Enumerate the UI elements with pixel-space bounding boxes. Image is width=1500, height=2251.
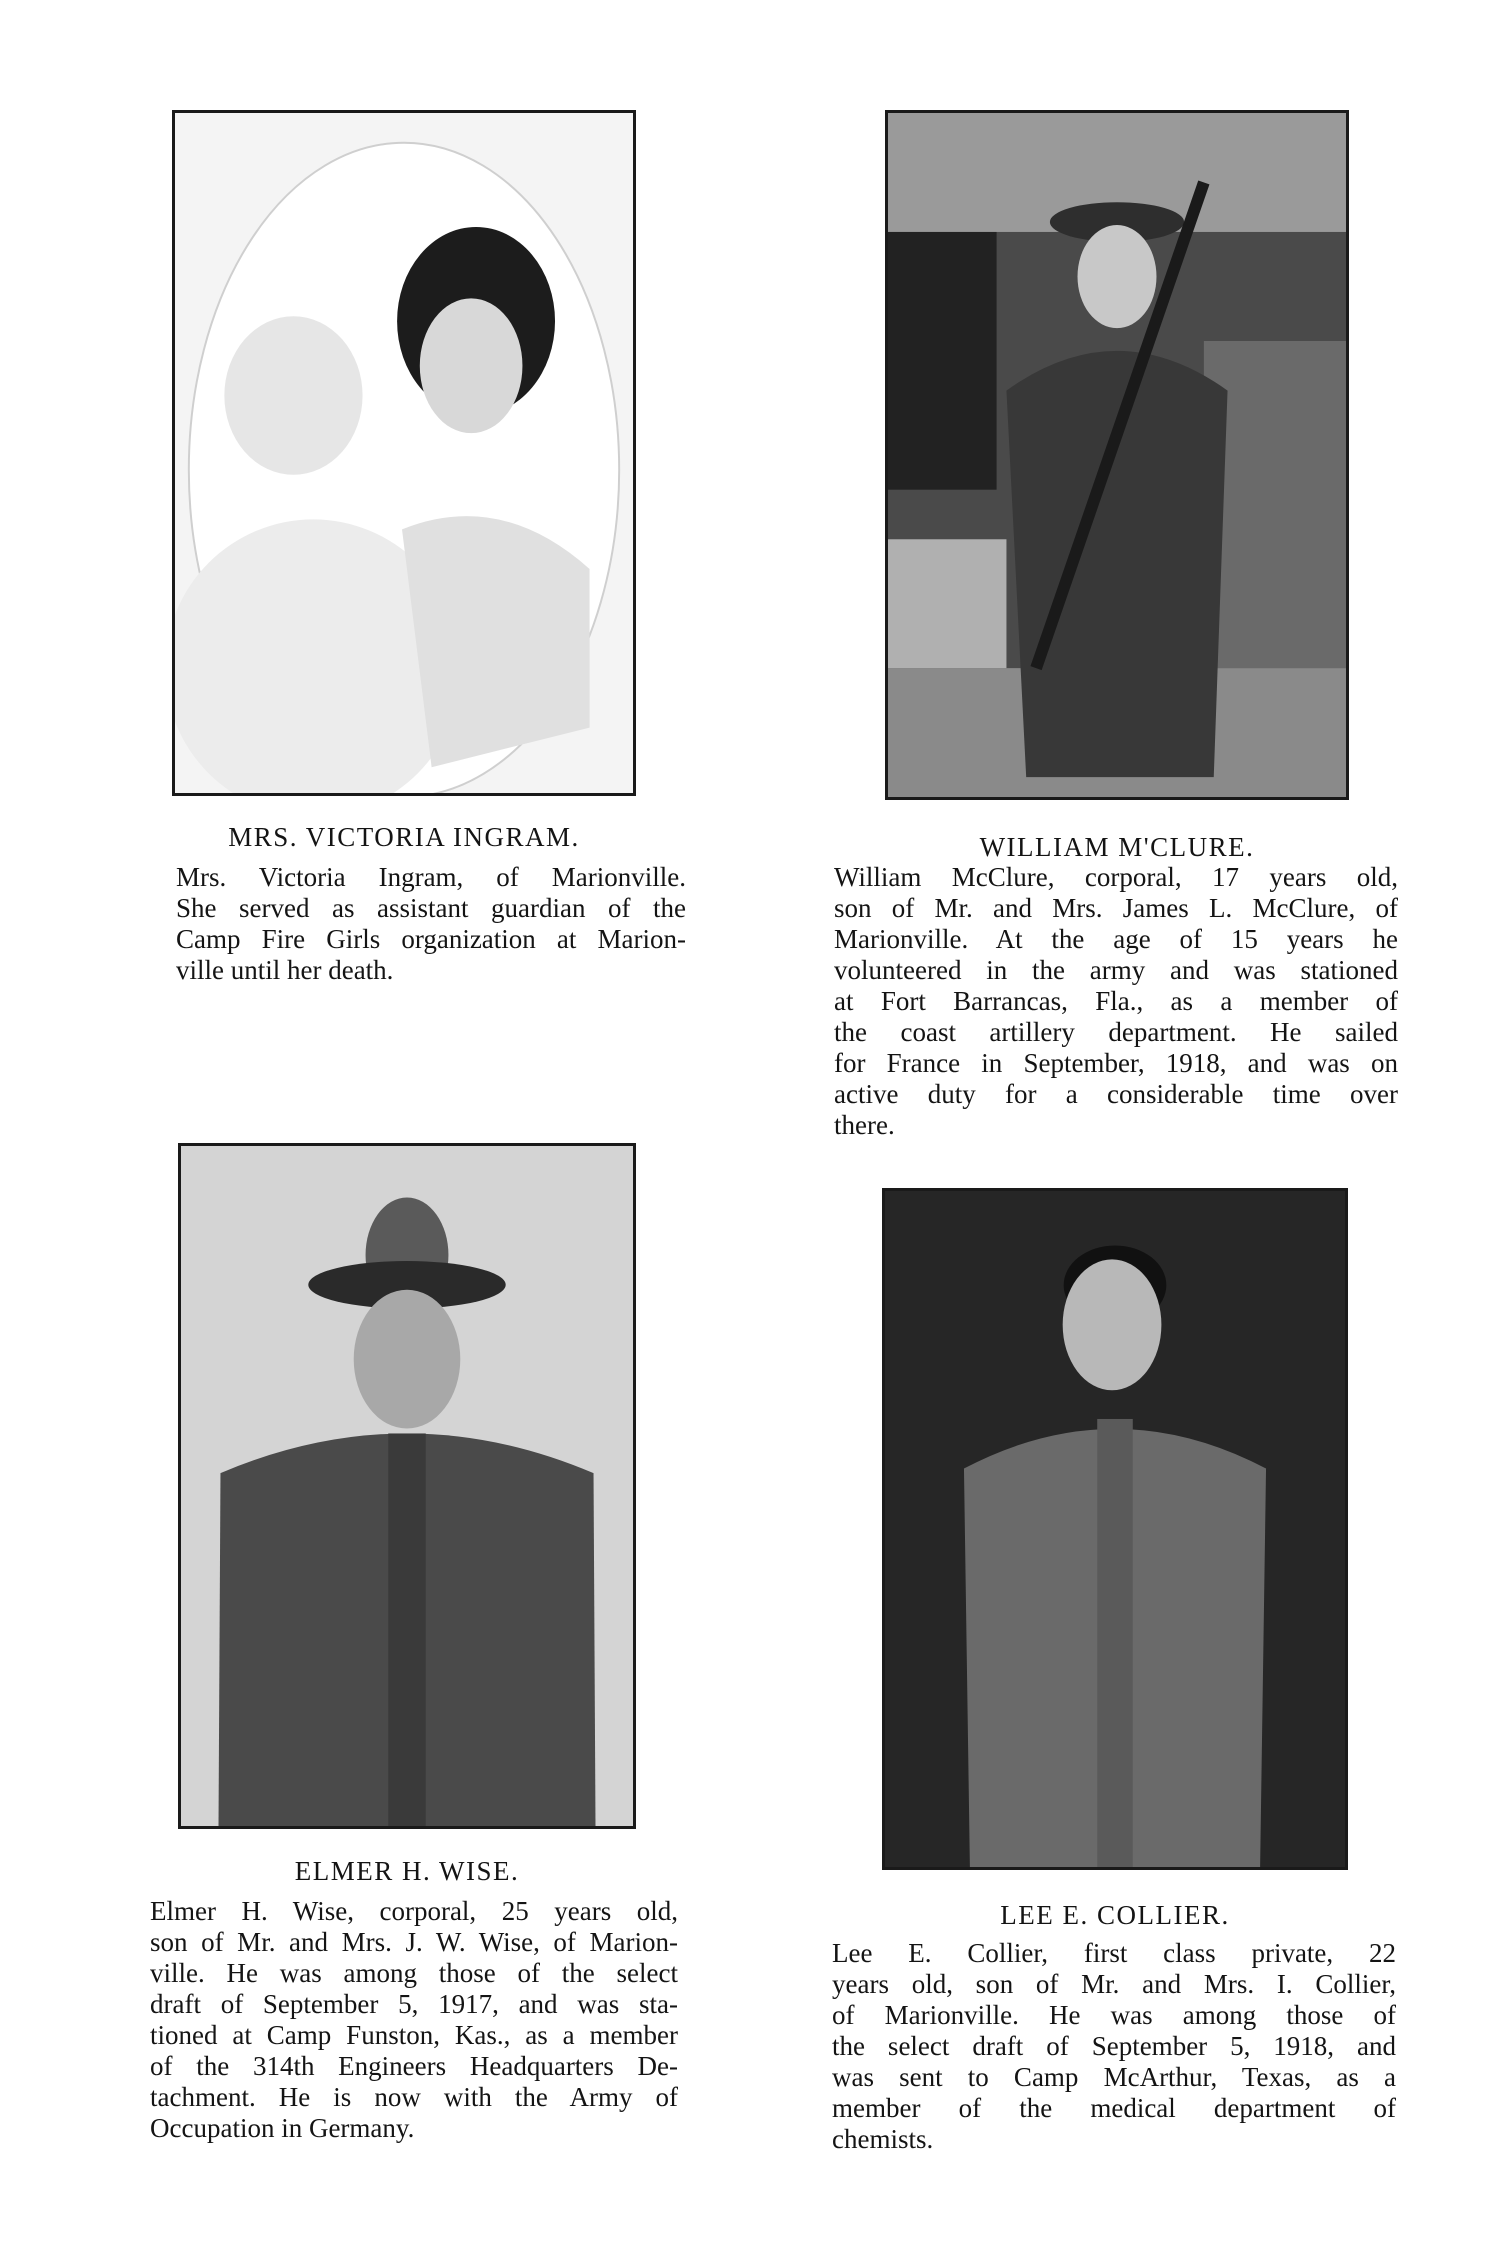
photo-elmer-wise [178,1143,636,1829]
text-line: Lee E. Collier, first class private, 22 [832,1938,1396,1968]
text-line: tachment. He is now with the Army of [150,2082,678,2112]
text-line: there. [834,1110,895,1140]
text-line: Occupation in Germany. [150,2113,415,2143]
text-line: ville until her death. [176,955,394,985]
text-line: Mrs. Victoria Ingram, of Marionville. [176,862,686,892]
text-line: years old, son of Mr. and Mrs. I. Collier, [832,1969,1396,1999]
entry-title: MRS. VICTORIA INGRAM. [228,822,580,852]
text-line: draft of September 5, 1917, and was sta- [150,1989,678,2019]
photo-william-mcclure [885,110,1349,800]
text-line: Elmer H. Wise, corporal, 25 years old, [150,1896,678,1926]
text-line: Camp Fire Girls organization at Marion- [176,924,686,954]
photo-victoria-ingram [172,110,636,796]
text-line: William McClure, corporal, 17 years old, [834,862,1398,892]
text-line: active duty for a considerable time over [834,1079,1398,1109]
text-line: son of Mr. and Mrs. J. W. Wise, of Marion- [150,1927,678,1957]
text-line: the coast artillery department. He sailed [834,1017,1398,1047]
text-line: ville. He was among those of the select [150,1958,678,1988]
entry-title: WILLIAM M'CLURE. [979,832,1255,862]
entry-text [150,1896,678,2144]
text-line: the select draft of September 5, 1918, and [832,2031,1396,2061]
text-line: She served as assistant guardian of the [176,893,686,923]
entry-title: ELMER H. WISE. [294,1856,520,1886]
text-line: volunteered in the army and was stationed [834,955,1398,985]
entry-title: LEE E. COLLIER. [1000,1900,1230,1930]
text-line: tioned at Camp Funston, Kas., as a member [150,2020,678,2050]
photo-lee-collier [882,1188,1348,1870]
text-line: member of the medical department of [832,2093,1396,2123]
text-line: Marionville. At the age of 15 years he [834,924,1398,954]
text-line: at Fort Barrancas, Fla., as a member of [834,986,1398,1016]
text-line: was sent to Camp McArthur, Texas, as a [832,2062,1396,2092]
entry-text [832,1938,1396,2155]
text-line: chemists. [832,2124,934,2154]
text-line: of Marionville. He was among those of [832,2000,1396,2030]
text-line: of the 314th Engineers Headquarters De- [150,2051,678,2081]
entry-text [834,862,1398,1141]
text-line: son of Mr. and Mrs. James L. McClure, of [834,893,1398,923]
text-line: for France in September, 1918, and was on [834,1048,1398,1078]
entry-text [176,862,686,986]
